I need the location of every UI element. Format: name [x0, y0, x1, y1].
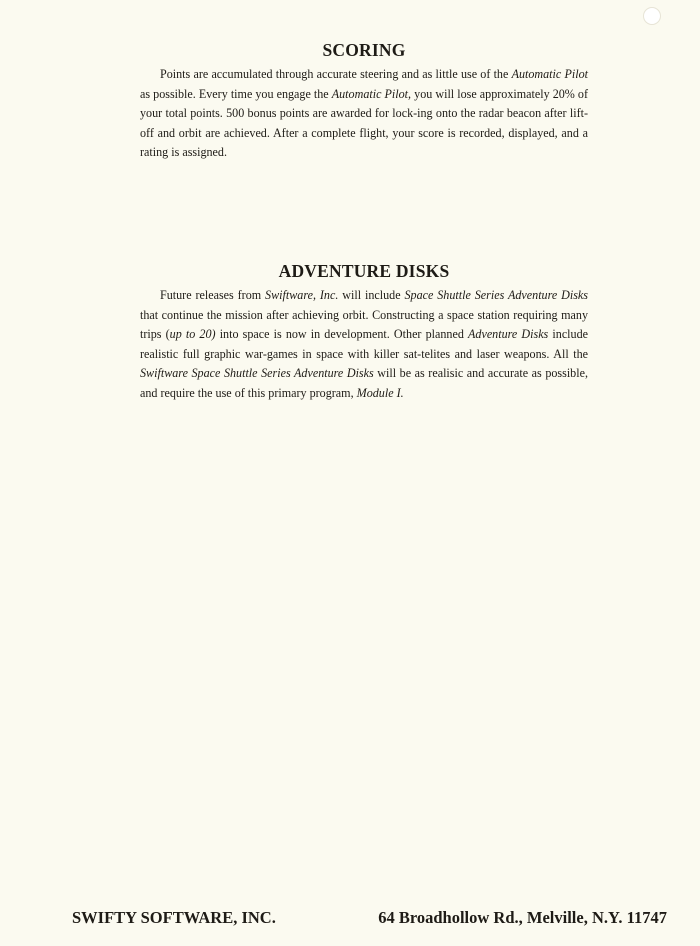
- footer-company: SWIFTY SOFTWARE, INC.: [72, 908, 276, 927]
- adventure-disks-heading: ADVENTURE DISKS: [278, 261, 450, 281]
- italic-phrase: Module I.: [356, 385, 404, 400]
- adventure-disks-section: [140, 261, 588, 403]
- scoring-paragraph: Points are accumulated through accurate steering and as little use of the Automatic Pilot as possible. Every time you engage the Automatic Pilot, you will lose approximately 20% of your total points. 500 bonus points are awarded for lock-ing onto the radar beacon after lift-off and orbit are achieved. After a complete flight, your score is recorded, displayed, and a rating is assigned.: [140, 67, 589, 159]
- italic-phrase: Adventure Disks: [468, 327, 549, 341]
- footer-address: 64 Broadhollow Rd., Melville, N.Y. 11747: [378, 908, 667, 927]
- italic-phrase: up to 20): [169, 327, 216, 341]
- italic-phrase: Swiftware Space Shuttle Series Adventure Disks: [140, 366, 374, 380]
- scoring-section: [140, 40, 588, 163]
- adventure-disks-paragraph: Future releases from Swiftware, Inc. will include Space Shuttle Series Adventure Disks that continue the mission after achieving orbit. Constructing a space station requiring many trips (up to 20) into space is now in development. Other planned Adventure Disks include realistic full graphic war-games in space with killer sat-telites and laser weapons. All the Swiftware Space Shuttle Series Adventure Disks will be as realisic and accurate as possible, and require the use of this primary program, Module I.: [140, 288, 589, 400]
- italic-phrase: Space Shuttle Series Adventure Disks: [404, 288, 588, 302]
- footer: [72, 908, 667, 928]
- punch-hole: [643, 7, 661, 25]
- italic-phrase: Swiftware, Inc.: [265, 288, 339, 302]
- italic-phrase: Automatic Pilot,: [331, 86, 412, 101]
- scoring-heading: SCORING: [322, 40, 406, 60]
- italic-phrase: Automatic Pilot: [511, 67, 589, 81]
